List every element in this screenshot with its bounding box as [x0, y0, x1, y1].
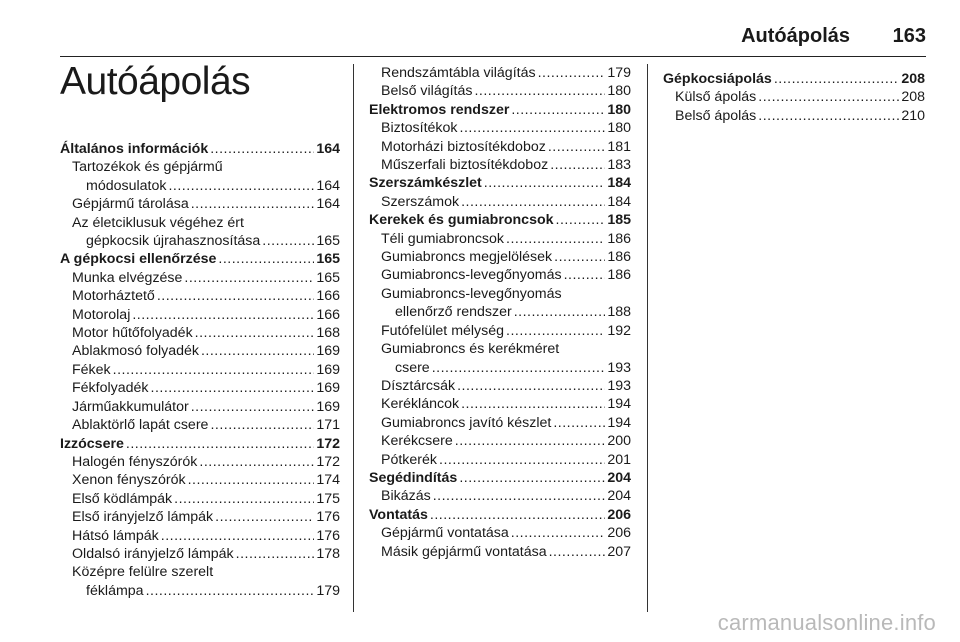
toc-entry-page: 180 [607, 120, 631, 137]
toc-entry-page: 166 [316, 306, 340, 323]
toc-entry-page: 186 [607, 230, 631, 247]
toc-entry-page: 164 [316, 141, 340, 157]
toc-entry-page: 165 [316, 251, 340, 268]
dot-leader [556, 211, 606, 229]
toc-entry-page: 200 [607, 433, 631, 450]
toc-entry [369, 82, 631, 100]
toc-entry-page: 207 [607, 543, 631, 560]
dot-leader [461, 193, 605, 211]
toc-entry-title: gépkocsik újrahasznosítása [86, 233, 261, 250]
toc-entry-title: Kerekek és gumiabroncsok [369, 212, 554, 229]
toc-section-entry [60, 250, 340, 268]
toc-entry-title: Vontatás [369, 506, 428, 523]
toc-entry-title: Szerszámkészlet [369, 175, 482, 192]
dot-leader [514, 303, 606, 321]
toc-entry-page: 172 [316, 453, 340, 470]
dot-leader [168, 177, 314, 195]
dot-leader [457, 377, 605, 395]
dot-leader [506, 230, 605, 248]
toc-entry-page: 164 [316, 177, 340, 194]
dot-leader [461, 395, 605, 413]
toc-entry [369, 377, 631, 395]
dot-leader [484, 174, 606, 192]
dot-leader [126, 435, 314, 453]
dot-leader [455, 432, 606, 450]
toc-section-entry [369, 174, 631, 192]
toc-entry-page: 210 [901, 107, 925, 124]
toc-column-1 [60, 140, 340, 600]
toc-entry [60, 563, 340, 581]
toc-entry [369, 285, 631, 303]
toc-entry-title: Belső világítás [381, 83, 473, 100]
toc-entry-title: Fékfolyadék [72, 380, 149, 397]
toc-entry-title: Kerékláncok [381, 396, 460, 413]
watermark: carmanualsonline.info [717, 610, 936, 635]
dot-leader [132, 306, 314, 324]
toc-entry [369, 414, 631, 432]
toc-section-entry [369, 506, 631, 524]
toc-entry-page: 206 [607, 506, 631, 523]
toc-entry-title: Rendszámtábla világítás [381, 65, 536, 81]
toc-entry-title: Oldalsó irányjelző lámpák [72, 545, 234, 562]
toc-entry-page: 206 [607, 525, 631, 542]
toc-entry [369, 340, 631, 358]
dot-leader [195, 324, 315, 342]
toc-section-entry [369, 101, 631, 119]
toc-entry [60, 545, 340, 563]
dot-leader [554, 248, 605, 266]
page-header [60, 22, 926, 57]
toc-entry-title: Elektromos rendszer [369, 101, 510, 118]
toc-entry-page: 204 [607, 469, 631, 486]
toc-entry-page: 186 [607, 267, 631, 284]
toc-entry [60, 453, 340, 471]
dot-leader [113, 361, 315, 379]
toc-entry-page: 165 [316, 269, 340, 286]
toc-entry-title: A gépkocsi ellenőrzése [60, 251, 217, 268]
toc-entry [60, 361, 340, 379]
toc-entry-title: Fékek [72, 361, 111, 378]
toc-entry-title: Ablaktörlő lapát csere [72, 417, 209, 434]
toc-entry-title: Pótkerék [381, 451, 437, 468]
toc-entry-title: Xenon fényszórók [72, 472, 186, 489]
dot-leader [564, 266, 606, 284]
toc-entry [60, 379, 340, 397]
toc-entry-page: 188 [607, 304, 631, 321]
toc-entry-page: 168 [316, 325, 340, 342]
toc-entry [369, 359, 631, 377]
toc-entry-page: 164 [316, 196, 340, 213]
toc-entry [60, 508, 340, 526]
dot-leader [146, 582, 315, 600]
toc-entry-title: Motorháztető [72, 288, 155, 305]
dot-leader [439, 451, 605, 469]
toc-entry-page: 181 [607, 138, 631, 155]
toc-entry-title: Gépjármű tárolása [72, 196, 189, 213]
toc-entry-title: Bikázás [381, 488, 431, 505]
toc-entry-title: Kerékcsere [381, 433, 453, 450]
toc-entry-title: Külső ápolás [675, 89, 757, 106]
dot-leader [174, 490, 314, 508]
toc-entry-page: 165 [316, 233, 340, 250]
toc-entry-title: Gumiabroncs-levegőnyomás [381, 267, 562, 284]
dot-leader [184, 269, 314, 287]
toc-entry [60, 158, 340, 176]
toc-entry-page: 192 [607, 322, 631, 339]
dot-leader [474, 82, 605, 100]
toc-entry-page: 176 [316, 509, 340, 526]
dot-leader [548, 138, 606, 156]
toc-entry-title: Járműakkumulátor [72, 398, 189, 415]
toc-entry-title: Belső ápolás [675, 107, 757, 124]
toc-entry-title: Az életciklusuk végéhez ért [72, 214, 244, 231]
toc-entry-page: 171 [316, 417, 340, 434]
toc-entry-title: Első irányjelző lámpák [72, 509, 214, 526]
dot-leader [157, 287, 315, 305]
toc-entry-page: 179 [607, 65, 631, 81]
toc-entry-title: Gumiabroncs javító készlet [381, 414, 552, 431]
toc-entry [369, 138, 631, 156]
toc-entry-page: 193 [607, 377, 631, 394]
toc-entry-title: csere [395, 359, 430, 376]
toc-entry [369, 303, 631, 321]
toc-entry [60, 527, 340, 545]
toc-entry-page: 194 [607, 396, 631, 413]
toc-entry-page: 193 [607, 359, 631, 376]
toc-entry [60, 287, 340, 305]
dot-leader [236, 545, 315, 563]
toc-entry [369, 119, 631, 137]
dot-leader [433, 487, 606, 505]
toc-entry [60, 214, 340, 232]
toc-entry-title: Tartozékok és gépjármű [72, 159, 223, 176]
toc-entry-page: 204 [607, 488, 631, 505]
toc-entry-page: 176 [316, 527, 340, 544]
toc-entry-page: 208 [901, 89, 925, 106]
toc-entry [369, 322, 631, 340]
toc-column-3 [663, 70, 925, 125]
dot-leader [210, 416, 314, 434]
dot-leader [191, 195, 315, 213]
toc-entry [60, 398, 340, 416]
toc-entry-page: 183 [607, 157, 631, 174]
toc-section-entry [369, 211, 631, 229]
toc-section-entry [60, 140, 340, 158]
toc-entry-title: Munka elvégzése [72, 269, 183, 286]
toc-entry-title: Dísztárcsák [381, 377, 456, 394]
dot-leader [553, 414, 605, 432]
toc-entry-title: Motorolaj [72, 306, 131, 323]
toc-entry [369, 64, 631, 82]
toc-entry [60, 342, 340, 360]
dot-leader [210, 140, 314, 158]
toc-entry-title: Izzócsere [60, 435, 124, 452]
toc-entry [60, 195, 340, 213]
toc-entry-title: Másik gépjármű vontatása [381, 543, 547, 560]
toc-entry-title: Szerszámok [381, 193, 460, 210]
toc-entry [60, 177, 340, 195]
toc-entry-title: ellenőrző rendszer [395, 304, 512, 321]
dot-leader [506, 322, 605, 340]
column-divider [353, 64, 354, 612]
toc-entry-title: Hátsó lámpák [72, 527, 159, 544]
toc-entry-title: Középre felülre szerelt [72, 564, 214, 581]
chapter-title: Autóápolás [60, 60, 251, 103]
toc-entry-title: Gumiabroncs megjelölések [381, 249, 553, 266]
toc-section-entry [369, 469, 631, 487]
dot-leader [549, 543, 606, 561]
toc-entry-page: 185 [607, 212, 631, 229]
toc-entry-page: 180 [607, 83, 631, 100]
dot-leader [188, 471, 315, 489]
toc-entry [60, 232, 340, 250]
toc-entry [60, 582, 340, 600]
toc-entry-page: 169 [316, 380, 340, 397]
page-number: 163 [892, 25, 926, 47]
toc-entry [369, 432, 631, 450]
toc-entry-page: 180 [607, 101, 631, 118]
toc-entry-title: Biztosítékok [381, 120, 458, 137]
toc-entry [60, 490, 340, 508]
toc-entry [369, 395, 631, 413]
toc-entry-page: 208 [901, 71, 925, 87]
dot-leader [215, 508, 314, 526]
dot-leader [460, 119, 606, 137]
toc-entry-title: módosulatok [86, 177, 167, 194]
toc-entry-title: Segédindítás [369, 469, 458, 486]
toc-section-entry [663, 70, 925, 88]
toc-entry-page: 184 [607, 193, 631, 210]
toc-entry [369, 156, 631, 174]
toc-entry-title: Motorházi biztosítékdoboz [381, 138, 546, 155]
dot-leader [151, 379, 315, 397]
toc-entry-title: Gumiabroncs és kerékméret [381, 341, 560, 358]
toc-entry [369, 543, 631, 561]
dot-leader [430, 506, 605, 524]
dot-leader [432, 359, 606, 377]
toc-entry-title: Műszerfali biztosítékdoboz [381, 157, 549, 174]
toc-entry-title: Gumiabroncs-levegőnyomás [381, 285, 562, 302]
running-title: Autóápolás [741, 25, 850, 47]
toc-entry [369, 524, 631, 542]
toc-entry-title: Első ködlámpák [72, 490, 173, 507]
toc-entry-page: 174 [316, 472, 340, 489]
dot-leader [758, 107, 899, 125]
toc-entry-title: Általános információk [60, 141, 209, 157]
dot-leader [262, 232, 314, 250]
toc-entry-page: 169 [316, 343, 340, 360]
toc-entry-page: 172 [316, 435, 340, 452]
toc-entry [369, 266, 631, 284]
toc-entry-page: 186 [607, 249, 631, 266]
toc-entry-title: Futófelület mélység [381, 322, 505, 339]
toc-entry-title: Ablakmosó folyadék [72, 343, 199, 360]
toc-entry-page: 169 [316, 361, 340, 378]
toc-entry-title: Gépjármű vontatása [381, 525, 509, 542]
toc-entry [60, 269, 340, 287]
dot-leader [511, 101, 605, 119]
toc-entry [369, 487, 631, 505]
toc-column-2 [369, 64, 631, 561]
dot-leader [199, 453, 314, 471]
toc-entry-page: 201 [607, 451, 631, 468]
dot-leader [511, 524, 606, 542]
toc-entry [369, 193, 631, 211]
dot-leader [191, 398, 315, 416]
dot-leader [550, 156, 605, 174]
toc-entry [663, 107, 925, 125]
toc-entry-page: 166 [316, 288, 340, 305]
dot-leader [459, 469, 605, 487]
toc-entry-page: 184 [607, 175, 631, 192]
toc-entry-title: Halogén fényszórók [72, 453, 198, 470]
toc-entry-page: 175 [316, 490, 340, 507]
dot-leader [774, 70, 900, 88]
toc-entry-title: Motor hűtőfolyadék [72, 325, 193, 342]
dot-leader [201, 342, 314, 360]
dot-leader [758, 88, 899, 106]
toc-entry [60, 416, 340, 434]
toc-entry-title: féklámpa [86, 582, 144, 599]
column-divider [647, 64, 648, 612]
dot-leader [218, 250, 314, 268]
toc-section-entry [60, 435, 340, 453]
toc-entry-page: 178 [316, 545, 340, 562]
toc-entry [60, 324, 340, 342]
toc-entry [60, 306, 340, 324]
dot-leader [538, 64, 606, 82]
toc-entry [369, 451, 631, 469]
toc-entry-page: 194 [607, 414, 631, 431]
toc-entry [369, 248, 631, 266]
toc-entry-title: Gépkocsiápolás [663, 71, 772, 87]
toc-entry-page: 179 [316, 582, 340, 599]
toc-entry-page: 169 [316, 398, 340, 415]
toc-entry [60, 471, 340, 489]
toc-entry [369, 230, 631, 248]
toc-entry-title: Téli gumiabroncsok [381, 230, 505, 247]
toc-entry [663, 88, 925, 106]
dot-leader [161, 527, 315, 545]
